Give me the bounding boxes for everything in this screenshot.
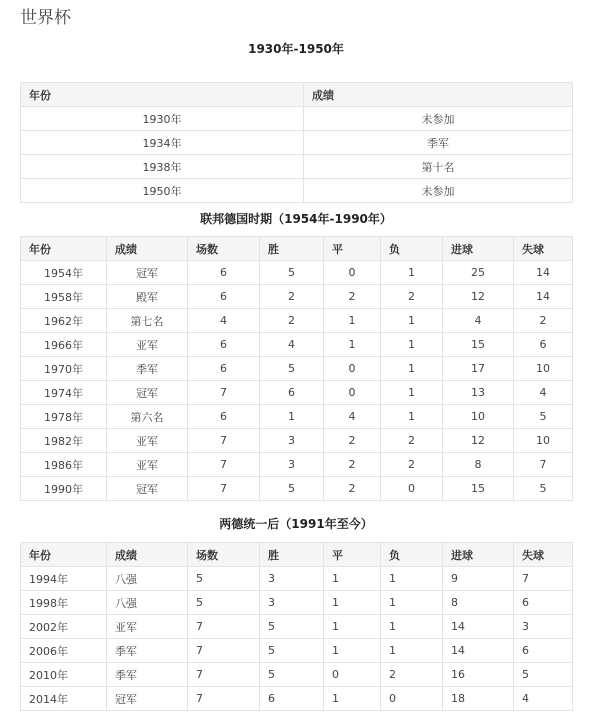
table-cell: 1962年 (21, 309, 107, 333)
table-cell: 0 (324, 261, 381, 285)
table-cell: 2 (381, 429, 443, 453)
column-header: 进球 (443, 237, 514, 261)
table-cell: 殿军 (107, 285, 188, 309)
table-cell: 亚军 (107, 615, 188, 639)
table-row (21, 333, 573, 357)
table-cell: 3 (260, 453, 324, 477)
table-cell: 4 (188, 309, 260, 333)
table-cell: 4 (514, 381, 573, 405)
table-cell: 5 (260, 615, 324, 639)
table-cell: 7 (188, 687, 260, 711)
table-row (21, 477, 573, 501)
table-cell: 16 (443, 663, 514, 687)
table-row (21, 639, 573, 663)
table-cell: 3 (260, 429, 324, 453)
table-cell: 1958年 (21, 285, 107, 309)
table-row (21, 381, 573, 405)
table-cell: 1 (381, 567, 443, 591)
table-cell: 25 (443, 261, 514, 285)
table-cell: 季军 (107, 639, 188, 663)
table-cell: 1982年 (21, 429, 107, 453)
table-cell: 2 (260, 285, 324, 309)
table-row (21, 567, 573, 591)
table-cell: 亚军 (107, 453, 188, 477)
column-header: 场数 (188, 237, 260, 261)
table-cell: 1 (324, 333, 381, 357)
table-cell: 14 (443, 639, 514, 663)
table-cell: 14 (443, 615, 514, 639)
table-cell: 5 (514, 663, 573, 687)
table-cell: 17 (443, 357, 514, 381)
table-cell: 6 (260, 381, 324, 405)
table-cell: 亚军 (107, 333, 188, 357)
section-title-unified-germany: 两德统一后（1991年至今） (219, 517, 373, 531)
table-cell: 3 (260, 591, 324, 615)
table-header-row (21, 237, 573, 261)
column-header: 平 (324, 543, 381, 567)
column-header: 进球 (443, 543, 514, 567)
table-cell: 7 (188, 477, 260, 501)
table-cell: 7 (188, 381, 260, 405)
table-row (21, 429, 573, 453)
table-cell: 1 (324, 567, 381, 591)
table-cell: 1930年 (21, 107, 304, 131)
table-cell: 6 (188, 357, 260, 381)
table-cell: 8 (443, 591, 514, 615)
table-cell: 6 (188, 405, 260, 429)
table-row (21, 615, 573, 639)
table-cell: 13 (443, 381, 514, 405)
table-cell: 第十名 (304, 155, 573, 179)
table-cell: 八强 (107, 567, 188, 591)
table-cell: 4 (443, 309, 514, 333)
table-cell: 季军 (107, 357, 188, 381)
table-cell: 1 (381, 261, 443, 285)
table-cell: 冠军 (107, 477, 188, 501)
table-cell: 5 (260, 477, 324, 501)
table-cell: 1978年 (21, 405, 107, 429)
table-cell: 冠军 (107, 261, 188, 285)
table-cell: 2 (381, 663, 443, 687)
table-cell: 2 (381, 285, 443, 309)
column-header: 年份 (21, 237, 107, 261)
table-cell: 5 (260, 639, 324, 663)
table-cell: 6 (260, 687, 324, 711)
table-row (21, 179, 573, 203)
table-row (21, 155, 573, 179)
table-cell: 季军 (107, 663, 188, 687)
table-cell: 八强 (107, 591, 188, 615)
table-cell: 5 (188, 591, 260, 615)
page-title: 世界杯 (20, 8, 71, 28)
table-cell: 2 (324, 453, 381, 477)
table-cell: 第七名 (107, 309, 188, 333)
table-cell: 亚军 (107, 429, 188, 453)
table-cell: 0 (324, 381, 381, 405)
column-header: 成绩 (107, 543, 188, 567)
table-cell: 冠军 (107, 687, 188, 711)
table-cell: 0 (324, 357, 381, 381)
table-cell: 季军 (304, 131, 573, 155)
table-row (21, 107, 573, 131)
table-row (21, 131, 573, 155)
table-cell: 4 (324, 405, 381, 429)
table-cell: 1998年 (21, 591, 107, 615)
column-header: 失球 (514, 237, 573, 261)
table-cell: 2 (324, 285, 381, 309)
table-cell: 6 (188, 261, 260, 285)
table-cell: 1974年 (21, 381, 107, 405)
table-cell: 2014年 (21, 687, 107, 711)
table-west-germany (20, 236, 573, 501)
table-row (21, 309, 573, 333)
table-cell: 1950年 (21, 179, 304, 203)
table-header-row (21, 543, 573, 567)
table-cell: 7 (514, 453, 573, 477)
table-cell: 2 (381, 453, 443, 477)
table-cell: 1 (381, 639, 443, 663)
table-cell: 3 (514, 615, 573, 639)
table-cell: 1994年 (21, 567, 107, 591)
table-cell: 未参加 (304, 107, 573, 131)
table-cell: 6 (514, 333, 573, 357)
table-cell: 0 (381, 687, 443, 711)
table-cell: 12 (443, 285, 514, 309)
table-cell: 6 (188, 285, 260, 309)
table-cell: 6 (514, 591, 573, 615)
table-cell: 5 (514, 477, 573, 501)
table-cell: 1 (324, 639, 381, 663)
section-title-1930-1950: 1930年-1950年 (248, 42, 344, 56)
column-header: 场数 (188, 543, 260, 567)
table-cell: 1 (381, 333, 443, 357)
table-cell: 5 (260, 663, 324, 687)
table-cell: 2 (324, 477, 381, 501)
table-cell: 7 (188, 615, 260, 639)
table-cell: 7 (188, 429, 260, 453)
table-cell: 0 (381, 477, 443, 501)
table-cell: 1990年 (21, 477, 107, 501)
table-cell: 2 (260, 309, 324, 333)
table-cell: 1 (324, 687, 381, 711)
table-cell: 1 (324, 309, 381, 333)
table-cell: 1986年 (21, 453, 107, 477)
table-cell: 1 (381, 309, 443, 333)
table-cell: 6 (188, 333, 260, 357)
column-header: 年份 (21, 83, 304, 107)
table-cell: 1 (381, 615, 443, 639)
table-row (21, 687, 573, 711)
table-cell: 10 (514, 429, 573, 453)
table-cell: 第六名 (107, 405, 188, 429)
table-cell: 3 (260, 567, 324, 591)
table-cell: 15 (443, 333, 514, 357)
table-cell: 未参加 (304, 179, 573, 203)
table-cell: 15 (443, 477, 514, 501)
table-cell: 4 (514, 687, 573, 711)
table-cell: 6 (514, 639, 573, 663)
table-cell: 10 (514, 357, 573, 381)
table-cell: 1934年 (21, 131, 304, 155)
table-cell: 1 (324, 591, 381, 615)
table-row (21, 261, 573, 285)
table-cell: 5 (514, 405, 573, 429)
column-header: 胜 (260, 237, 324, 261)
table-header-row (21, 83, 573, 107)
table-cell: 7 (188, 453, 260, 477)
table-row (21, 285, 573, 309)
table-cell: 1 (381, 405, 443, 429)
column-header: 胜 (260, 543, 324, 567)
table-cell: 4 (260, 333, 324, 357)
table-cell: 2 (514, 309, 573, 333)
table-cell: 1 (381, 591, 443, 615)
table-cell: 10 (443, 405, 514, 429)
column-header: 成绩 (304, 83, 573, 107)
table-1930-1950 (20, 82, 573, 203)
table-cell: 18 (443, 687, 514, 711)
table-row (21, 453, 573, 477)
table-cell: 8 (443, 453, 514, 477)
table-cell: 2002年 (21, 615, 107, 639)
table-unified-germany (20, 542, 573, 711)
table-cell: 1970年 (21, 357, 107, 381)
table-cell: 7 (188, 639, 260, 663)
table-row (21, 591, 573, 615)
table-cell: 1 (260, 405, 324, 429)
table-cell: 1 (324, 615, 381, 639)
table-cell: 14 (514, 261, 573, 285)
table-cell: 7 (188, 663, 260, 687)
table-cell: 9 (443, 567, 514, 591)
column-header: 成绩 (107, 237, 188, 261)
table-cell: 2006年 (21, 639, 107, 663)
table-cell: 14 (514, 285, 573, 309)
table-cell: 1954年 (21, 261, 107, 285)
table-cell: 0 (324, 663, 381, 687)
table-cell: 5 (260, 261, 324, 285)
table-cell: 12 (443, 429, 514, 453)
table-cell: 5 (188, 567, 260, 591)
column-header: 失球 (514, 543, 573, 567)
table-cell: 5 (260, 357, 324, 381)
table-row (21, 663, 573, 687)
column-header: 平 (324, 237, 381, 261)
table-cell: 2010年 (21, 663, 107, 687)
table-row (21, 405, 573, 429)
table-cell: 1938年 (21, 155, 304, 179)
table-cell: 2 (324, 429, 381, 453)
table-cell: 1966年 (21, 333, 107, 357)
table-cell: 冠军 (107, 381, 188, 405)
table-row (21, 357, 573, 381)
column-header: 负 (381, 543, 443, 567)
section-title-west-germany: 联邦德国时期（1954年-1990年） (200, 212, 392, 226)
column-header: 负 (381, 237, 443, 261)
column-header: 年份 (21, 543, 107, 567)
table-cell: 7 (514, 567, 573, 591)
table-cell: 1 (381, 357, 443, 381)
table-cell: 1 (381, 381, 443, 405)
